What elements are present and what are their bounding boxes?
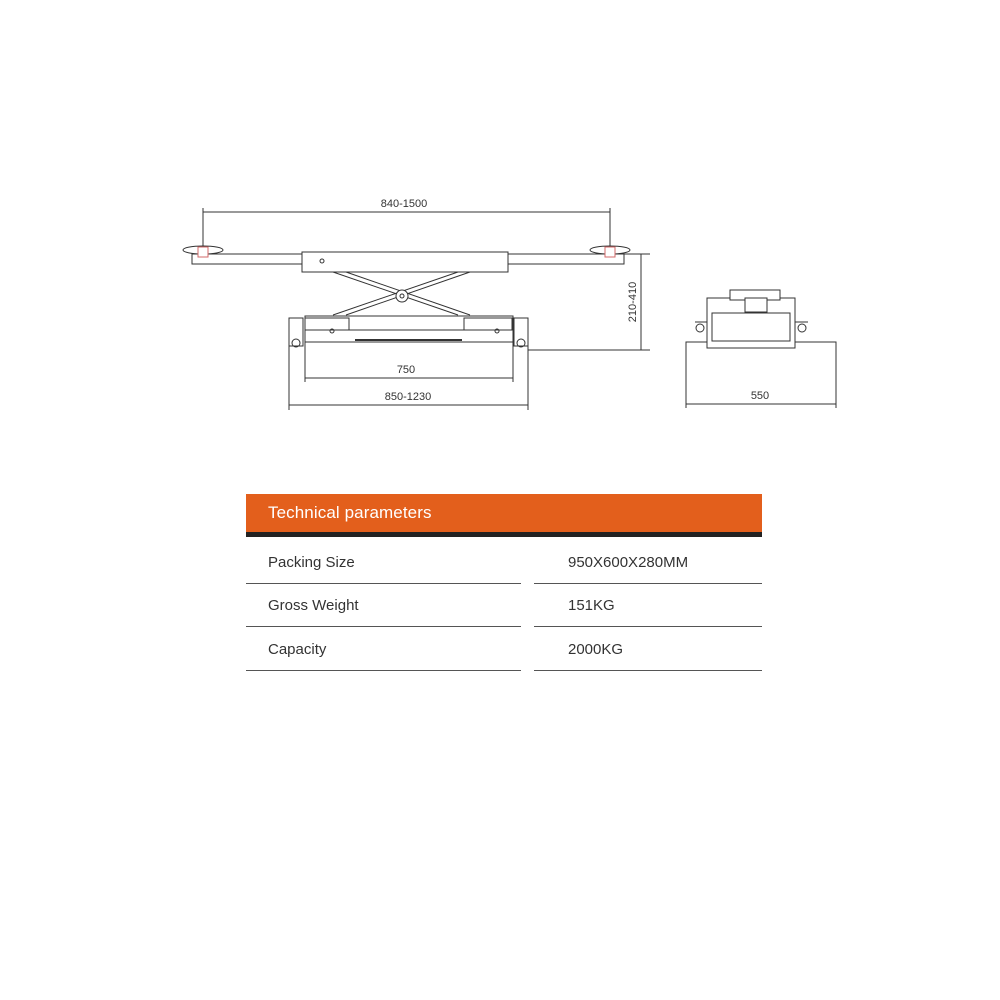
row-divider [534, 626, 762, 627]
dimension-inner-length: 750 [396, 364, 416, 376]
dimension-side-width: 550 [750, 390, 770, 402]
row-divider [246, 670, 521, 671]
spec-label: Gross Weight [268, 597, 359, 614]
row-divider [246, 626, 521, 627]
spec-table-header [246, 494, 762, 537]
spec-label: Capacity [268, 641, 327, 658]
lift-technical-drawing [0, 0, 1000, 460]
row-divider [534, 670, 762, 671]
spec-value: 950X600X280MM [568, 554, 689, 571]
dimension-base-length: 850-1230 [384, 391, 432, 403]
spec-row-capacity [246, 628, 762, 671]
spec-label: Packing Size [268, 554, 355, 571]
dimension-top-span: 840-1500 [380, 198, 428, 210]
dimension-height: 210-410 [627, 281, 639, 323]
front-view [183, 208, 650, 410]
spec-value: 2000KG [568, 641, 624, 658]
spec-table-title: Technical parameters [268, 503, 432, 522]
spec-row-gross-weight [246, 584, 762, 627]
spec-row-packing-size [246, 541, 762, 584]
spec-value: 151KG [568, 597, 615, 614]
